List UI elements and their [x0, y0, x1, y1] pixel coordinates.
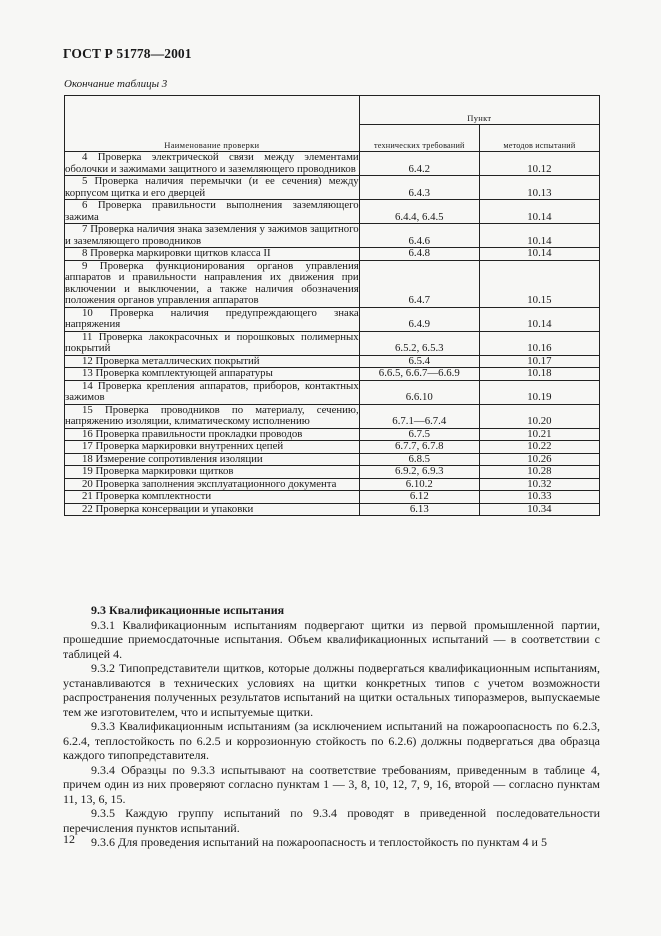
- check-name: Измерение сопротивления изоляции: [95, 452, 263, 465]
- row-number: 21: [82, 490, 93, 502]
- check-name: Проверка правильности прокладки проводов: [95, 427, 303, 440]
- table-caption: Окончание таблицы 3: [64, 78, 168, 90]
- table-row: [65, 307, 600, 331]
- check-name: Проверка наличия перемычки (и ее сечения) между корпусом щитка и его дверцей: [65, 175, 359, 199]
- test-methods-cell: 10.15: [479, 260, 599, 307]
- tech-requirements-cell: 6.4.6: [359, 224, 479, 248]
- tech-requirements-cell: 6.6.5, 6.6.7—6.6.9: [359, 368, 479, 381]
- row-number: 13: [82, 367, 93, 379]
- check-name-cell: [65, 368, 360, 381]
- test-methods-cell: 10.19: [479, 380, 599, 404]
- row-number: 7: [82, 223, 88, 235]
- check-name: Проверка заполнения эксплуатационного документа: [95, 477, 337, 490]
- tech-requirements-cell: 6.7.5: [359, 428, 479, 441]
- row-number: 10: [82, 306, 93, 319]
- test-methods-cell: 10.20: [479, 404, 599, 428]
- test-methods-cell: 10.12: [479, 152, 599, 176]
- check-name: Проверка маркировки щитков: [95, 465, 234, 477]
- table-row: [65, 466, 600, 479]
- tech-requirements-cell: 6.7.7, 6.7.8: [359, 441, 479, 454]
- section-heading: 9.3 Квалификационные испытания: [91, 603, 285, 617]
- paragraph: 9.3.4 Образцы по 9.3.3 испытывают на соответствие требованиям, приведенным в таблице 4, причем один из них проверяют согласно пунктам 1 — 3, 8, 10, 12, 7, 9, 16, второй — согласно пунктам 11, 13, 6, 15.: [63, 762, 600, 806]
- tech-requirements-cell: 6.8.5: [359, 453, 479, 466]
- check-name-cell: [65, 453, 360, 466]
- table-row: [65, 404, 600, 428]
- paragraph: 9.3.2 Типопредставители щитков, которые должны подвергаться квалификационным испытаниям, устанавливаются в технических условиях на щитки конкретных типов с учетом возможности распространения полученных результатов испытаний на щитки остальных типоразмеров, выпускаемые тем же изготовителем, что и испытуемые щитки.: [63, 661, 600, 719]
- check-name-cell: [65, 441, 360, 454]
- table-row: [65, 453, 600, 466]
- row-number: 11: [82, 330, 93, 343]
- check-name: Проверка функционирования органов управления аппаратов и правильности направления их движения при включении и выключении, а также наличия обозначения положения органов управления аппаратов: [65, 259, 359, 306]
- checks-table: [64, 95, 600, 516]
- tech-requirements-cell: 6.5.4: [359, 355, 479, 368]
- table-row: [65, 478, 600, 491]
- row-number: 14: [82, 379, 93, 392]
- test-methods-cell: 10.14: [479, 307, 599, 331]
- check-name: Проверка маркировки внутренних цепей: [95, 440, 284, 452]
- row-number: 22: [82, 502, 93, 515]
- check-name-cell: [65, 478, 360, 491]
- row-number: 8: [82, 247, 88, 259]
- check-name: Проверка крепления аппаратов, приборов, контактных зажимов: [65, 379, 359, 403]
- column-header-methods: методов испытаний: [479, 125, 599, 152]
- tech-requirements-cell: 6.4.3: [359, 176, 479, 200]
- check-name-cell: [65, 491, 360, 504]
- test-methods-cell: 10.28: [479, 466, 599, 479]
- paragraph: 9.3.5 Каждую группу испытаний по 9.3.4 проводят в приведенной последовательности перечисления пунктов испытаний.: [63, 806, 600, 835]
- check-name: Проверка комплектующей аппаратуры: [95, 367, 273, 379]
- check-name: Проверка комплектности: [95, 490, 212, 502]
- tech-requirements-cell: 6.7.1—6.7.4: [359, 404, 479, 428]
- table-row: [65, 503, 600, 516]
- check-name-cell: [65, 466, 360, 479]
- tech-requirements-cell: 6.4.4, 6.4.5: [359, 200, 479, 224]
- table-row: [65, 491, 600, 504]
- check-name-cell: [65, 331, 360, 355]
- check-name: Проверка правильности выполнения заземляющего зажима: [65, 199, 359, 223]
- test-methods-cell: 10.14: [479, 224, 599, 248]
- table-row: [65, 224, 600, 248]
- table-row: [65, 368, 600, 381]
- tech-requirements-cell: 6.4.7: [359, 260, 479, 307]
- row-number: 12: [82, 354, 93, 367]
- column-header-name: Наименование проверки: [65, 96, 360, 152]
- paragraph: 9.3.6 Для проведения испытаний на пожароопасность и теплостойкость по пунктам 4 и 5: [91, 835, 547, 849]
- check-name-cell: [65, 404, 360, 428]
- paragraph: 9.3.1 Квалификационным испытаниям подвергают щитки из первой промышленной партии, прошедшие приемосдаточные испытания. Объем квалификационных испытаний — в соответствии с таблицей 4.: [63, 617, 600, 661]
- row-number: 5: [82, 175, 88, 187]
- check-name-cell: [65, 260, 360, 307]
- test-methods-cell: 10.16: [479, 331, 599, 355]
- test-methods-cell: 10.22: [479, 441, 599, 454]
- tech-requirements-cell: 6.6.10: [359, 380, 479, 404]
- check-name-cell: [65, 428, 360, 441]
- standard-designation: ГОСТ Р 51778—2001: [63, 46, 192, 61]
- tech-requirements-cell: 6.4.8: [359, 248, 479, 261]
- column-header-tech: технических требований: [359, 125, 479, 152]
- row-number: 9: [82, 259, 88, 272]
- table-row: [65, 380, 600, 404]
- check-name-cell: [65, 200, 360, 224]
- tech-requirements-cell: 6.9.2, 6.9.3: [359, 466, 479, 479]
- row-number: 16: [82, 427, 93, 440]
- tech-requirements-cell: 6.4.9: [359, 307, 479, 331]
- check-name-cell: [65, 224, 360, 248]
- check-name: Проверка лакокрасочных и порошковых полимерных покрытий: [65, 330, 359, 354]
- check-name-cell: [65, 380, 360, 404]
- test-methods-cell: 10.21: [479, 428, 599, 441]
- check-name: Проверка наличия предупреждающего знака напряжения: [65, 306, 359, 330]
- check-name-cell: [65, 307, 360, 331]
- table-row: [65, 428, 600, 441]
- check-name: Проверка электрической связи между элементами оболочки и зажимами защитного и заземляющего проводников: [65, 151, 359, 175]
- row-number: 17: [82, 440, 93, 452]
- tech-requirements-cell: 6.5.2, 6.5.3: [359, 331, 479, 355]
- row-number: 19: [82, 465, 93, 477]
- tech-requirements-cell: 6.10.2: [359, 478, 479, 491]
- check-name: Проверка маркировки щитков класса II: [90, 247, 271, 259]
- check-name: Проверка наличия знака заземления у зажимов защитного и заземляющего проводников: [65, 223, 359, 247]
- check-name-cell: [65, 503, 360, 516]
- check-name: Проверка металлических покрытий: [95, 354, 260, 367]
- check-name: Проверка консервации и упаковки: [95, 502, 254, 515]
- check-name: Проверка проводников по материалу, сечению, напряжению изоляции, климатическому исполнению: [65, 403, 359, 427]
- tech-requirements-cell: 6.12: [359, 491, 479, 504]
- column-header-punkt: Пункт: [359, 96, 599, 125]
- check-name-cell: [65, 248, 360, 261]
- tech-requirements-cell: 6.4.2: [359, 152, 479, 176]
- check-name-cell: [65, 176, 360, 200]
- row-number: 15: [82, 403, 93, 416]
- row-number: 6: [82, 199, 88, 211]
- page-number: 12: [63, 832, 75, 846]
- test-methods-cell: 10.14: [479, 200, 599, 224]
- test-methods-cell: 10.14: [479, 248, 599, 261]
- row-number: 20: [82, 477, 93, 490]
- test-methods-cell: 10.26: [479, 453, 599, 466]
- test-methods-cell: 10.18: [479, 368, 599, 381]
- row-number: 18: [82, 452, 93, 465]
- table-body: [65, 152, 600, 516]
- test-methods-cell: 10.33: [479, 491, 599, 504]
- table-row: [65, 176, 600, 200]
- table-row: [65, 441, 600, 454]
- test-methods-cell: 10.34: [479, 503, 599, 516]
- table-row: [65, 152, 600, 176]
- table-row: [65, 355, 600, 368]
- test-methods-cell: 10.17: [479, 355, 599, 368]
- body-text: [63, 603, 600, 850]
- check-name-cell: [65, 355, 360, 368]
- row-number: 4: [82, 151, 88, 163]
- test-methods-cell: 10.32: [479, 478, 599, 491]
- test-methods-cell: 10.13: [479, 176, 599, 200]
- table-row: [65, 248, 600, 261]
- table-row: [65, 260, 600, 307]
- table-row: [65, 200, 600, 224]
- check-name-cell: [65, 152, 360, 176]
- tech-requirements-cell: 6.13: [359, 503, 479, 516]
- table-row: [65, 331, 600, 355]
- paragraph: 9.3.3 Квалификационным испытаниям (за исключением испытаний на пожароопасность по 6.2.3, 6.2.4, теплостойкость по 6.2.5 и коррозионную стойкость по 6.2.6) должны подвергаться два образца каждого типопредставителя.: [63, 719, 600, 762]
